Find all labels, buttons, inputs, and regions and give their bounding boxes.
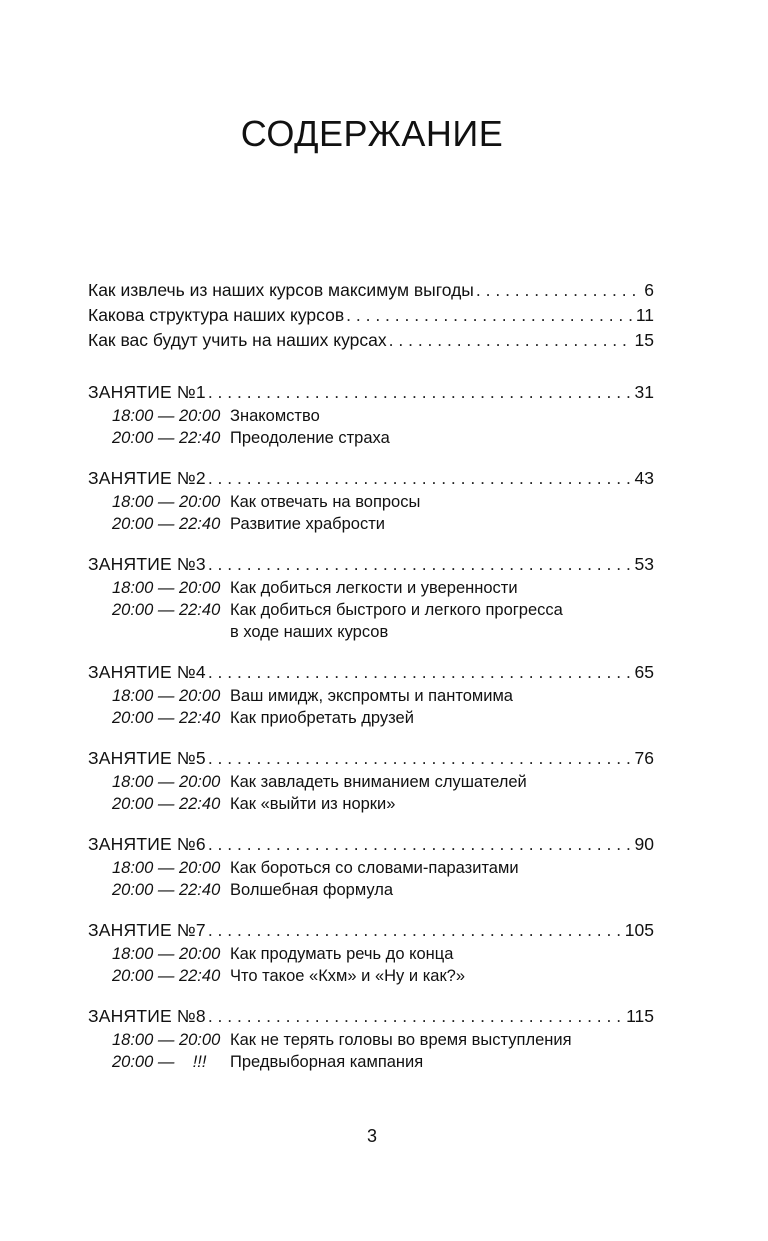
lesson-section [88, 1004, 654, 1073]
session-time: 20:00 — 22:40 [112, 601, 221, 619]
session-time: 18:00 — 20:00 [112, 493, 221, 511]
lesson-page: 115 [626, 1006, 654, 1026]
session-topic: Как добиться легкости и уверенности [230, 579, 518, 597]
lesson-heading[interactable] [88, 832, 654, 857]
dot-leader [208, 466, 633, 491]
lesson-heading[interactable] [88, 552, 654, 577]
session-topic-line: в ходе наших курсов [230, 623, 389, 641]
session-row [88, 965, 654, 987]
session-topic: Как не терять головы во время выступления [230, 1031, 572, 1049]
session-row [88, 771, 654, 793]
session-row [88, 793, 654, 815]
lesson-title: ЗАНЯТИЕ №4 [88, 662, 206, 682]
lesson-heading[interactable] [88, 1004, 654, 1029]
session-row [88, 513, 654, 535]
lesson-heading[interactable] [88, 746, 654, 771]
lesson-title: ЗАНЯТИЕ №6 [88, 834, 206, 854]
toc-entry-page: 11 [635, 305, 654, 325]
session-row [88, 685, 654, 707]
session-topic: Как «выйти из норки» [230, 795, 396, 813]
dot-leader [208, 918, 623, 943]
lesson-title: ЗАНЯТИЕ №7 [88, 920, 206, 940]
session-row [88, 599, 654, 643]
lesson-section [88, 552, 654, 643]
lesson-heading[interactable] [88, 660, 654, 685]
toc-entry-page: 15 [634, 330, 654, 350]
session-topic: Как продумать речь до конца [230, 945, 454, 963]
session-topic-line: Как добиться быстрого и легкого прогресса [230, 601, 563, 619]
lesson-page: 105 [624, 920, 654, 940]
toc-entry-title: Как вас будут учить на наших курсах [88, 330, 387, 350]
table-of-contents [88, 278, 654, 1090]
dot-leader [476, 278, 642, 303]
session-time: 18:00 — 20:00 [112, 687, 221, 705]
session-row [88, 879, 654, 901]
page-title: СОДЕРЖАНИЕ [240, 113, 504, 154]
toc-entry-title: Как извлечь из наших курсов максимум выгоды [88, 280, 474, 300]
session-row [88, 491, 654, 513]
toc-entry[interactable] [88, 328, 654, 353]
session-time: 20:00 — !!! [112, 1053, 207, 1071]
session-topic: Преодоление страха [230, 429, 390, 447]
session-topic: Развитие храбрости [230, 515, 385, 533]
dot-leader [208, 1004, 624, 1029]
toc-entry-page: 6 [644, 280, 654, 300]
page-number: 3 [366, 1126, 377, 1146]
lesson-heading[interactable] [88, 466, 654, 491]
session-time: 20:00 — 22:40 [112, 967, 221, 985]
session-topic: Предвыборная кампания [230, 1053, 424, 1071]
session-topic: Как приобретать друзей [230, 709, 414, 727]
lesson-heading[interactable] [88, 380, 654, 405]
dot-leader [208, 746, 633, 771]
session-row [88, 405, 654, 427]
lesson-section [88, 466, 654, 535]
session-topic: Что такое «Кхм» и «Ну и как?» [230, 967, 466, 985]
lesson-title: ЗАНЯТИЕ №3 [88, 554, 206, 574]
lesson-title: ЗАНЯТИЕ №1 [88, 382, 206, 402]
lesson-page: 90 [634, 834, 654, 854]
session-time: 18:00 — 20:00 [112, 859, 221, 877]
session-time: 20:00 — 22:40 [112, 795, 221, 813]
session-row [88, 1051, 654, 1073]
toc-entry[interactable] [88, 278, 654, 303]
intro-section [88, 278, 654, 353]
session-topic [230, 599, 654, 643]
session-topic: Как бороться со словами-паразитами [230, 859, 519, 877]
session-time: 18:00 — 20:00 [112, 1031, 221, 1049]
dot-leader [208, 552, 633, 577]
session-time: 20:00 — 22:40 [112, 881, 221, 899]
lesson-page: 31 [634, 382, 654, 402]
dot-leader [208, 660, 633, 685]
lesson-heading[interactable] [88, 918, 654, 943]
session-row [88, 943, 654, 965]
dot-leader [346, 303, 634, 328]
session-time: 18:00 — 20:00 [112, 407, 221, 425]
lesson-section [88, 380, 654, 449]
session-topic: Знакомство [230, 407, 320, 425]
session-topic: Как завладеть вниманием слушателей [230, 773, 527, 791]
session-row [88, 577, 654, 599]
session-row [88, 707, 654, 729]
lesson-page: 76 [634, 748, 654, 768]
toc-entry[interactable] [88, 303, 654, 328]
session-row [88, 427, 654, 449]
lesson-title: ЗАНЯТИЕ №5 [88, 748, 206, 768]
session-time: 18:00 — 20:00 [112, 945, 221, 963]
lesson-title: ЗАНЯТИЕ №2 [88, 468, 206, 488]
session-row [88, 857, 654, 879]
lesson-section [88, 746, 654, 815]
session-time: 20:00 — 22:40 [112, 709, 221, 727]
dot-leader [389, 328, 633, 353]
dot-leader [208, 832, 633, 857]
lesson-page: 53 [634, 554, 654, 574]
session-topic: Ваш имидж, экспромты и пантомима [230, 687, 513, 705]
dot-leader [208, 380, 633, 405]
session-time: 18:00 — 20:00 [112, 773, 221, 791]
lesson-title: ЗАНЯТИЕ №8 [88, 1006, 206, 1026]
lesson-page: 65 [634, 662, 654, 682]
session-row [88, 1029, 654, 1051]
toc-entry-title: Какова структура наших курсов [88, 305, 345, 325]
session-topic: Волшебная формула [230, 881, 394, 899]
lesson-section [88, 918, 654, 987]
session-time: 18:00 — 20:00 [112, 579, 221, 597]
lesson-section [88, 832, 654, 901]
lesson-section [88, 660, 654, 729]
session-time: 20:00 — 22:40 [112, 515, 221, 533]
session-topic: Как отвечать на вопросы [230, 493, 421, 511]
lesson-page: 43 [634, 468, 654, 488]
session-time: 20:00 — 22:40 [112, 429, 221, 447]
